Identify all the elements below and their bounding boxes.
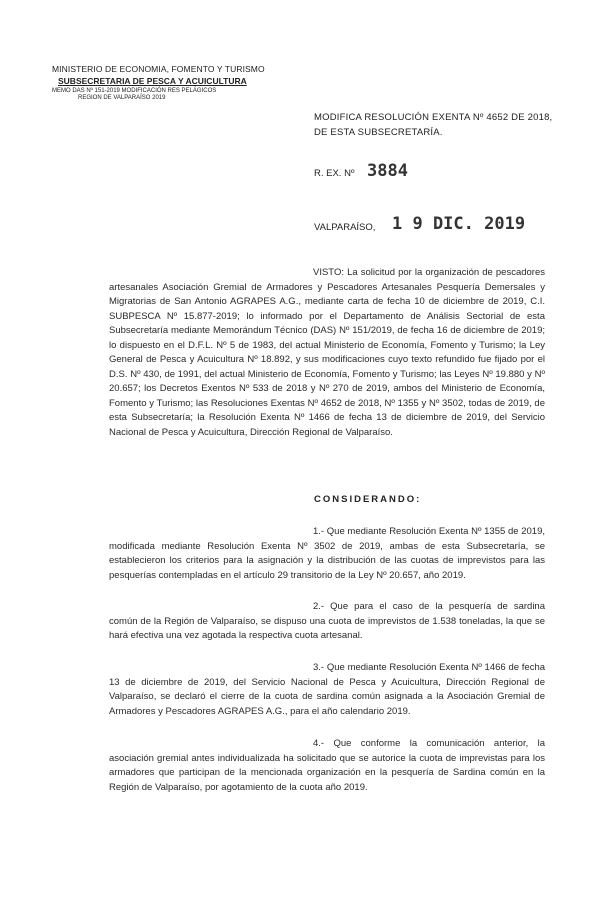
considerando-item-4 (109, 737, 545, 795)
considerando-item-1 (109, 525, 545, 583)
considerando-title: CONSIDERANDO: (314, 494, 422, 505)
region-reference: REGION DE VALPARAÍSO 2019 (78, 95, 166, 101)
item-lead: 2.- Que (313, 601, 349, 612)
rex-number-stamp: 3884 (367, 161, 408, 181)
rex-label: R. EX. Nº (314, 168, 355, 179)
ministry-name: MINISTERIO DE ECONOMIA, FOMENTO Y TURISMO (52, 64, 265, 74)
considerando-item-2 (109, 600, 545, 644)
memo-reference: MEMO DAS Nº 151-2019 MODIFICACIÓN RES PELÁGICOS (52, 88, 217, 94)
subject-line-1: MODIFICA RESOLUCIÓN EXENTA Nº 4652 DE 2018, (314, 112, 553, 123)
resolution-subject (314, 110, 552, 140)
letterhead (52, 64, 265, 101)
date-stamp: 1 9 DIC. 2019 (392, 214, 526, 234)
item-text: mediante Resolución Exenta Nº 1355 de 2019, modificada mediante Resolución Exenta Nº 3502 de 2019, ambas de esta Subsecretaría, se establecieron los criterios para la asignación y la distribución de las cuotas de imprevistos para las pesquerías contempladas en el artículo 29 transitorio de la Ley Nº 20.657, año 2019. (109, 526, 545, 581)
visto-paragraph (109, 266, 545, 440)
item-text: para el caso de la pesquería de sardina común de la Región de Valparaíso, se dispuso una cuota de imprevistos de 1.538 toneladas, la que se hará efectiva una vez agotada la respectiva cuota artesanal. (109, 601, 546, 641)
place-label: VALPARAÍSO, (314, 222, 376, 233)
visto-lead: VISTO: (313, 267, 344, 278)
subsecretaria-name: SUBSECRETARIA DE PESCA Y ACUICULTURA (58, 76, 247, 86)
item-text: conforme la comunicación anterior, la asociación gremial antes individualizada ha solicitado que se autorice la cuota de imprevistas para los armadores que participan de la mencionada organización en la pesquería de Sardina común en la Región de Valparaíso, por agotamiento de la cuota año 2019. (109, 738, 545, 793)
item-lead: 4.- Que (313, 738, 352, 749)
item-text: mediante Resolución Exenta Nº 1466 de fecha 13 de diciembre de 2019, del Servicio Nacional de Pesca y Acuicultura, Dirección Regional de Valparaíso, se declaró el cierre de la cuota de sardina común asignada a la Asociación Gremial de Armadores y Pescadores AGRAPES A.G., para el año calendario 2019. (109, 662, 546, 717)
considerando-item-3 (109, 661, 545, 719)
item-lead: 3.- Que (313, 662, 345, 673)
visto-text: La solicitud por la organización de pescadores artesanales Asociación Gremial de Armadores y Pescadores Artesanales Pesquería Demersales y Migratorias de San Antonio AGRAPES A.G., mediante carta de fecha 10 de diciembre de 2019, C.I. SUBPESCA Nº 15.877-2019; lo informado por el Departamento de Análisis Sectorial de esta Subsecretaría mediante Memorándum Técnico (DAS) Nº 151/2019, de fecha 16 de diciembre de 2019; lo dispuesto en el D.F.L. Nº 5 de 1983, del actual Ministerio de Economía, Fomento y Turismo; la Ley General de Pesca y Acuicultura Nº 18.892, y sus modificaciones cuyo texto refundido fue fijado por el D.S. Nº 430, de 1991, del actual Ministerio de Economía, Fomento y Turismo; las Leyes Nº 19.880 y Nº 20.657; los Decretos Exentos Nº 533 de 2018 y Nº 270 de 2019, ambos del Ministerio de Economía, Fomento y Turismo; las Resoluciones Exentas Nº 4652 de 2018, Nº 1355 y Nº 3502, todas de 2019, de esta Subsecretaría; la Resolución Exenta Nº 1466 de fecha 13 de diciembre de 2019, del Servicio Nacional de Pesca y Acuicultura, Dirección Regional de Valparaíso. (109, 267, 546, 438)
subject-line-2: DE ESTA SUBSECRETARÍA. (314, 127, 443, 138)
item-lead: 1.- Que (313, 526, 345, 537)
